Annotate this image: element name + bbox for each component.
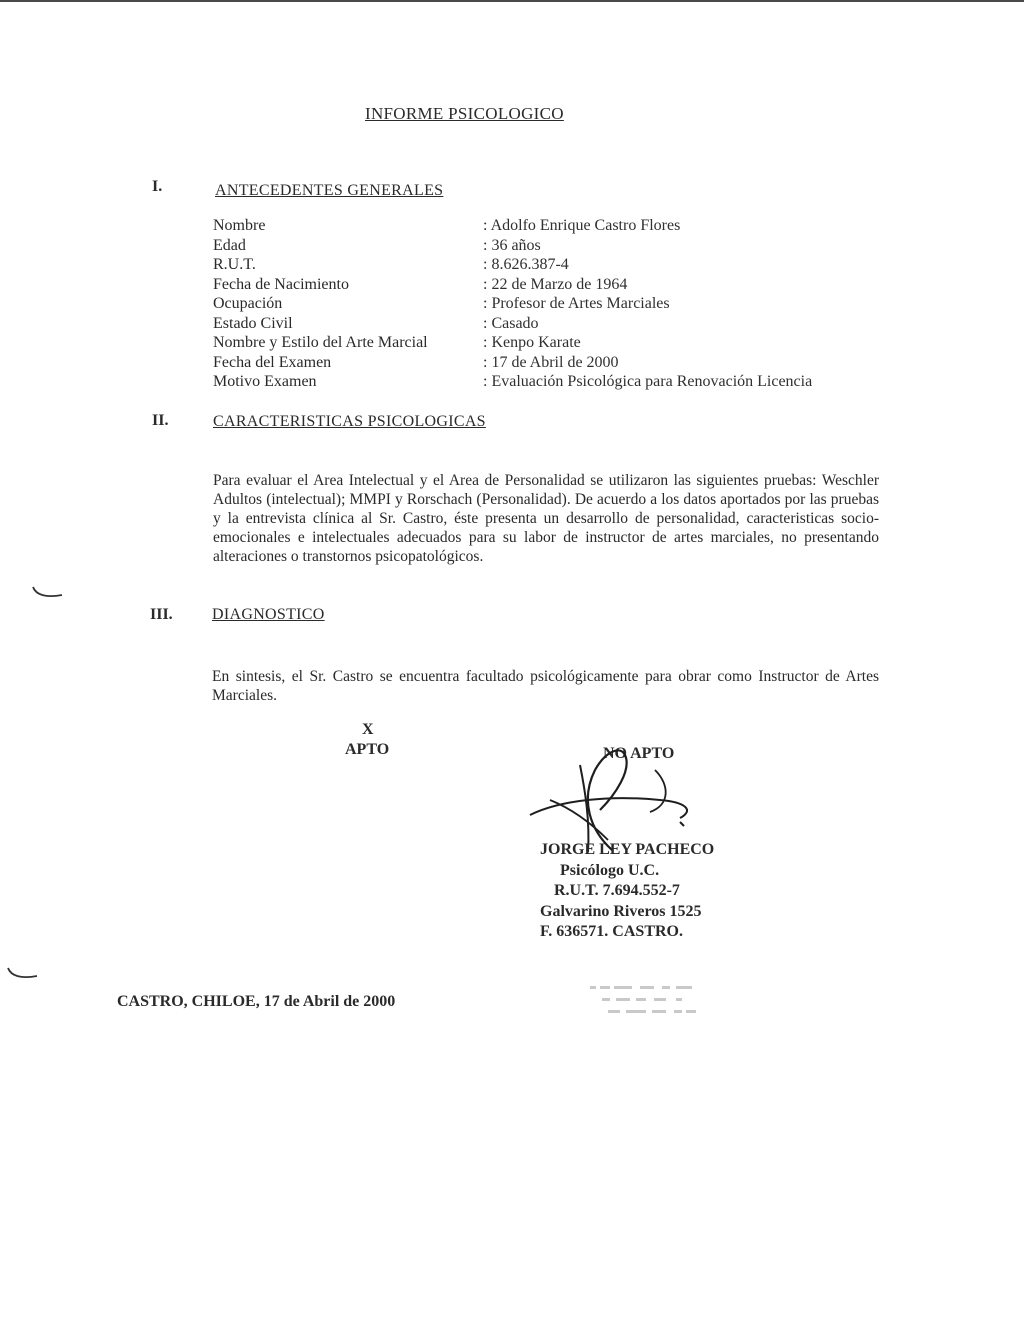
apto-label: APTO <box>345 741 390 758</box>
field-row-estado-civil <box>213 314 893 334</box>
field-row-motivo-examen <box>213 372 893 392</box>
field-label: Nombre y Estilo del Arte Marcial <box>213 334 428 351</box>
field-value: : Casado <box>483 314 539 332</box>
section-3-number: III. <box>150 606 173 623</box>
field-value: : Adolfo Enrique Castro Flores <box>483 217 681 234</box>
field-label: Fecha de Nacimiento <box>213 275 349 293</box>
field-label: Estado Civil <box>213 314 293 332</box>
field-label: R.U.T. <box>213 256 256 273</box>
field-label: Fecha del Examen <box>213 353 332 371</box>
section-1-heading: ANTECEDENTES GENERALES <box>215 182 444 199</box>
field-value: : 8.626.387-4 <box>483 256 569 273</box>
signatory-rut: R.U.T. 7.694.552-7 <box>554 882 680 899</box>
field-label: Edad <box>213 236 246 254</box>
field-value: : 17 de Abril de 2000 <box>483 353 619 371</box>
field-row-arte-marcial <box>213 333 893 353</box>
signatory-block <box>538 840 714 943</box>
signatory-phone-city: F. 636571. CASTRO. <box>540 923 683 940</box>
document-title: INFORME PSICOLOGICO <box>365 104 564 123</box>
field-value: : Evaluación Psicológica para Renovación Licencia <box>483 373 813 390</box>
field-label: Ocupación <box>213 295 283 312</box>
no-apto-label: NO APTO <box>603 745 675 762</box>
field-row-edad <box>213 236 893 256</box>
field-value: : Profesor de Artes Marciales <box>483 295 670 312</box>
signatory-title: Psicólogo U.C. <box>560 861 660 879</box>
section-1-number: I. <box>152 178 163 195</box>
punch-hole-mark <box>5 966 41 982</box>
field-row-rut <box>213 255 893 275</box>
section-3-heading: DIAGNOSTICO <box>212 606 325 623</box>
field-value: : 22 de Marzo de 1964 <box>483 275 628 293</box>
field-label: Motivo Examen <box>213 373 317 390</box>
field-row-ocupacion <box>213 294 893 314</box>
faint-stamp <box>590 982 730 1022</box>
diagnostico-paragraph: En sintesis, el Sr. Castro se encuentra facultado psicológicamente para obrar como Instructor de Artes Marciales. <box>212 668 879 704</box>
field-label: Nombre <box>213 217 266 234</box>
field-row-fecha-nacimiento <box>213 275 893 295</box>
signatory-address: Galvarino Riveros 1525 <box>540 902 702 920</box>
signatory-name: JORGE LEY PACHECO <box>540 841 715 858</box>
field-value: : Kenpo Karate <box>483 334 581 351</box>
scan-top-edge <box>0 0 1024 2</box>
section-2-heading: CARACTERISTICAS PSICOLOGICAS <box>213 413 486 430</box>
general-data-list <box>213 216 893 392</box>
caracteristicas-paragraph: Para evaluar el Area Intelectual y el Area de Personalidad se utilizaron las siguientes pruebas: Weschler Adultos (intelectual); MMPI y Rorschach (Personalidad). De acuerdo a los datos aportados por las pruebas y la entrevista clínica al Sr. Castro, éste presenta un desarrollo de personalidad, caracteristicas socio-emocionales e intelectuales adecuados para su labor de instructor de artes marciales, no presentando alteraciones o transtornos psicopatológicos. <box>213 472 879 565</box>
punch-hole-mark <box>30 585 66 601</box>
place-date: CASTRO, CHILOE, 17 de Abril de 2000 <box>117 993 396 1010</box>
field-value: : 36 años <box>483 236 541 254</box>
field-row-fecha-examen <box>213 353 893 373</box>
apto-check-mark: X <box>362 721 374 738</box>
section-2-number: II. <box>152 412 169 429</box>
field-row-nombre <box>213 216 893 236</box>
